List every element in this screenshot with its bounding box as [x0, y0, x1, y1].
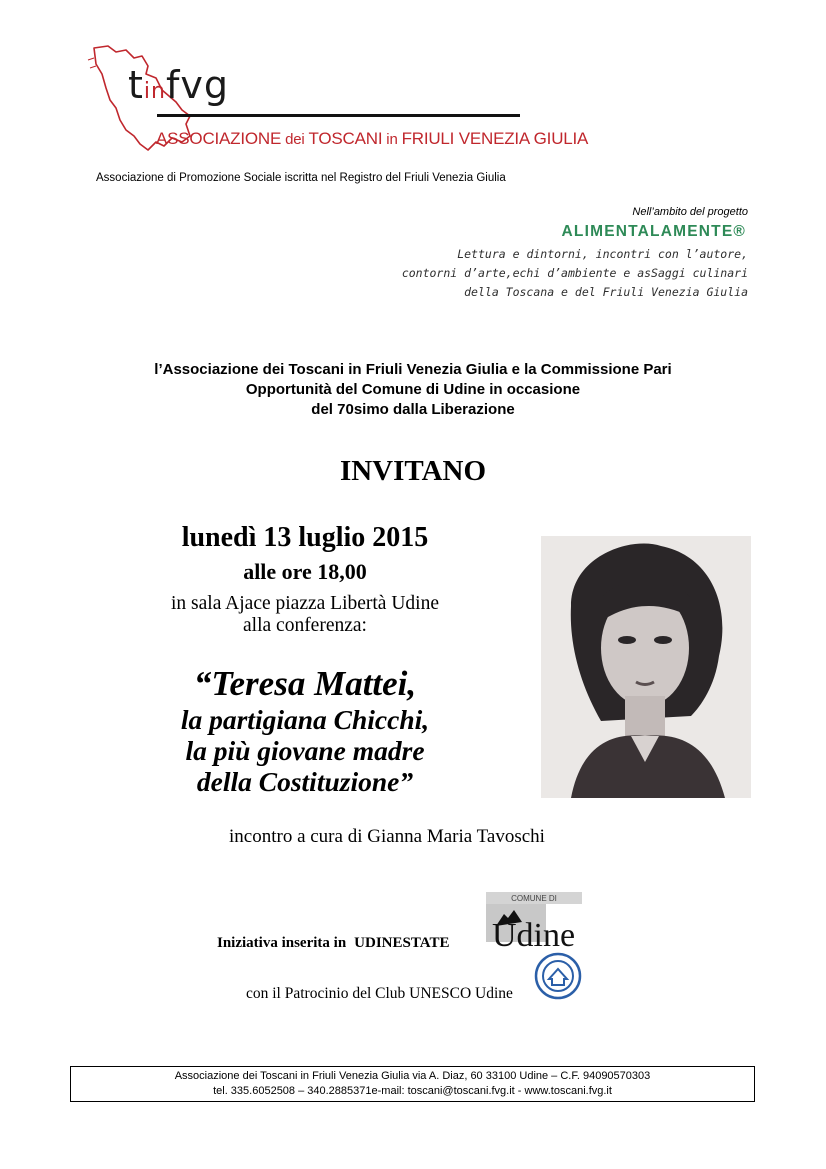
title-line: la partigiana Chicchi, [180, 704, 430, 735]
place-line: in sala Ajace piazza Libertà Udine [171, 593, 439, 614]
assoc-name-part: TOSCANI [308, 129, 383, 148]
title-line: la più giovane madre [185, 735, 425, 766]
assoc-name-part: ASSOCIAZIONE [156, 129, 282, 148]
logo-wordmark [128, 63, 229, 107]
portrait-photo [541, 536, 751, 798]
logo-t: t [128, 63, 144, 107]
event-date: lunedì 13 luglio 2015 [181, 522, 429, 553]
assoc-name-part: dei [281, 131, 309, 148]
comune-di-udine-logo [484, 892, 608, 950]
udine-logo-word: Udine [492, 917, 576, 950]
assoc-name-part: in [382, 131, 402, 148]
invitation-line: l’Associazione dei Toscani in Friuli Venezia Giulia e la Commissione Pari [154, 361, 672, 378]
association-name [156, 129, 588, 149]
footer-line: Associazione dei Toscani in Friuli Venezia Giulia via A. Diaz, 60 33100 Udine – C.F. 94090570303 [174, 1070, 651, 1082]
logo-in: in [143, 79, 166, 104]
curator-line: incontro a cura di Gianna Maria Tavoschi [229, 826, 545, 847]
invitation-line: Opportunità del Comune di Udine in occasione [245, 381, 581, 398]
title-line: della Costituzione” [196, 766, 414, 797]
conference-title [0, 664, 610, 797]
logo-rule [157, 114, 520, 117]
udine-logo-top-text: COMUNE DI [511, 894, 557, 903]
project-desc-line: Lettura e dintorni, incontri con l’autore, [457, 247, 748, 261]
footer-contact-box [70, 1066, 755, 1102]
project-name: ALIMENTALAMENTE® [561, 223, 746, 240]
unesco-club-logo [531, 951, 585, 1001]
project-desc-line: della Toscana e del Friuli Venezia Giulia [464, 285, 748, 299]
event-time: alle ore 18,00 [243, 559, 367, 584]
initiative-label: Iniziativa inserita in [217, 935, 347, 951]
event-place [0, 593, 610, 637]
initiative-name: UDINESTATE [354, 935, 450, 951]
invitation-intro [0, 360, 826, 420]
project-intro: Nell’ambito del progetto [632, 206, 748, 218]
patronage-line: con il Patrocinio del Club UNESCO Udine [246, 985, 513, 1002]
title-line: “Teresa Mattei, [193, 664, 417, 703]
initiative-line [217, 935, 449, 952]
project-description [402, 245, 748, 302]
assoc-name-part: FRIULI VENEZIA GIULIA [401, 129, 589, 148]
registry-line: Associazione di Promozione Sociale iscritta nel Registro del Friuli Venezia Giulia [96, 172, 506, 184]
invitation-line: del 70simo dalla Liberazione [311, 401, 515, 418]
project-desc-line: contorni d’arte,echi d’ambiente e asSaggi culinari [401, 266, 748, 280]
place-line: alla conferenza: [243, 615, 367, 636]
logo-fvg: fvg [165, 63, 229, 107]
footer-line: tel. 335.6052508 – 340.2885371e-mail: toscani@toscani.fvg.it - www.toscani.fvg.it [213, 1085, 612, 1097]
invitano-heading: INVITANO [339, 455, 487, 487]
